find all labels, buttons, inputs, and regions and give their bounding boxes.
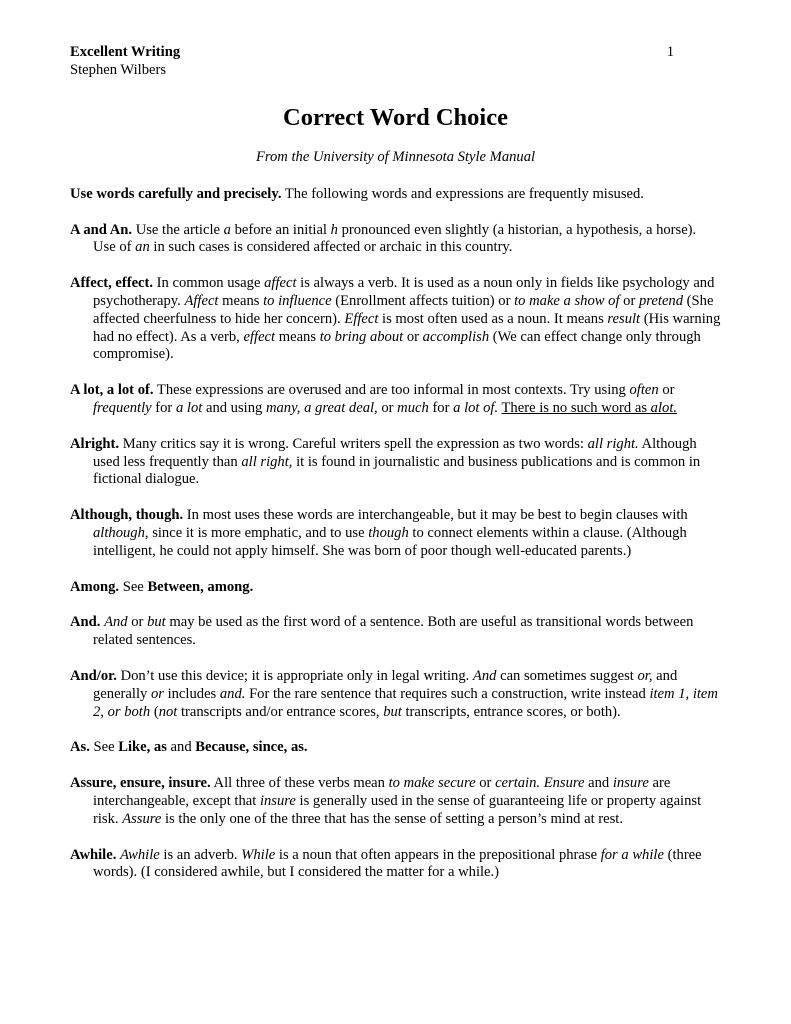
entry-term: Among. [70,578,120,595]
entry-text: means [218,292,264,309]
entry-text: includes [163,685,220,702]
entry-although-though [70,507,721,560]
entry-a-and-an [70,222,721,258]
entry-text: before an initial [230,221,331,238]
entry-and [70,614,721,650]
entry-term: Alright. [70,435,120,452]
entry-text: for [428,399,454,416]
entry-term: And. [70,614,101,631]
page-number: 1 [666,44,674,60]
entry-text: but [147,614,166,631]
entry-term: Because, since, as. [195,739,308,756]
entry-text: or, [637,667,653,684]
entry-text: certain. Ensure [495,775,585,792]
entry-text: Awhile [120,846,160,863]
entry-text: Effect [344,310,379,327]
entry-text: is an adverb. [159,846,242,863]
entry-text: and using [202,399,266,416]
entry-text: pronounced even slightly (a historian, a hypothesis, a horse). Use of [93,221,697,256]
entry-among [70,579,721,597]
entry-text: is generally used in the sense of guaranteeing life or property against risk. [93,792,702,827]
entry-text: may be used as the first word of a sentence. Both are useful as transitional words between related sentences. [93,614,694,649]
entry-text: insure [259,792,296,809]
entry-text: and [584,775,613,792]
entry-text: ( [150,703,159,720]
entry-term: And/or. [70,667,117,684]
entry-term: As. [70,739,90,756]
entry-text: transcripts and/or entrance scores, [177,703,384,720]
intro-text: The following words and expressions are frequently misused. [281,185,644,202]
entry-text: pretend [638,292,684,309]
entry-text: is most often used as a noun. It means [378,310,608,327]
entry-text: (His warning had no effect). As a verb, [93,310,721,345]
entry-text: for a while [600,846,664,863]
entry-text: alot. [650,399,678,416]
entry-text: are interchangeable, except that [93,775,671,809]
entry-text: though [368,524,409,541]
header-author: Stephen Wilbers [70,61,167,78]
entry-text: All three of these verbs mean [210,775,389,792]
entry-text: While [241,846,276,863]
entry-text: often [629,382,659,399]
entry-text: but [383,703,402,720]
entry-text: There is no such word as [501,399,651,416]
entry-text: item 1, item 2, or both [93,685,718,720]
entry-text: See [89,739,119,756]
entry-term: Like, as [118,739,167,756]
entry-text: Don’t use this device; it is appropriate only in legal writing. [116,667,473,684]
entry-text: it is found in journalistic and business publications and is common in fictional dialogue. [93,453,701,488]
entry-text: h [330,221,338,238]
entry-text: or [658,382,675,399]
entry-text: is always a verb. It is used as a noun only in fields like psychology and psychotherapy. [93,275,715,309]
document-title: Correct Word Choice [283,104,508,131]
entry-term: A and An. [70,221,133,238]
entry-text: a [223,221,231,238]
entry-text: much [397,399,429,416]
entry-text: to influence [263,292,332,309]
entry-text: Many critics say it is wrong. Careful writers spell the expression as two words: [119,435,588,452]
entry-term: Assure, ensure, insure. [70,775,211,792]
entry-text: (We can effect change only through compromise). [93,328,701,363]
entry-text: transcripts, entrance scores, or both). [401,703,621,720]
entry-text: and generally [93,667,678,702]
entry-term: Affect, effect. [70,275,154,292]
entry-text: is a noun that often appears in the prepositional phrase [275,846,601,863]
entry-text: for [151,399,176,416]
entry-text: And [104,614,128,631]
entry-awhile [70,847,721,883]
entry-text: affect [264,275,297,292]
entry-term: Although, though. [70,507,184,524]
running-header [70,44,721,84]
entry-text: means [275,328,320,345]
entry-text: in such cases is considered affected or archaic in this country. [149,239,513,256]
entry-text: to make secure [388,775,476,792]
entry-text: accomplish [422,328,490,345]
entry-text: to bring about [319,328,404,345]
entry-text: frequently [93,399,152,416]
entry-text: since it is more emphatic, and to use [148,524,369,541]
entry-a-lot [70,382,721,418]
entry-text: many, a great deal, [265,399,378,416]
entry-text: all right. [587,435,639,452]
entry-text: Assure [122,810,162,827]
entry-text: In most uses these words are interchangeable, but it may be best to begin clauses with [183,507,688,524]
entry-text: is the only one of the three that has the sense of setting a person’s mind at rest. [161,810,623,827]
entry-text: and. [219,685,246,702]
entry-alright [70,436,721,489]
entry-text: result [607,310,641,327]
entry-term: Awhile. [70,846,117,863]
intro-paragraph [70,186,721,204]
entry-text: In common usage [153,275,265,292]
entry-text: or [403,328,423,345]
entry-list [70,222,721,883]
entry-text: Although used less frequently than [93,435,697,470]
entry-text: (She affected cheerfulness to hide her concern). [93,292,714,327]
entry-text: an [135,239,150,256]
entry-text: to make a show of [514,292,620,309]
entry-text: or [377,399,398,416]
entry-text: although, [93,524,149,541]
entry-text: can sometimes suggest [496,667,638,684]
entry-text: or [475,775,496,792]
entry-text: to connect elements within a clause. (Although intelligent, he could not apply himself. She was born of poor though well-educated parents.) [93,524,687,559]
entry-text: (three words). (I considered awhile, but I considered the matter for a while.) [93,846,702,881]
intro-lead: Use words carefully and precisely. [70,185,282,202]
entry-text: effect [243,328,276,345]
entry-term: A lot, a lot of. [70,382,154,399]
entry-text: Use the article [132,221,224,238]
entry-assure-ensure-insure [70,775,721,828]
entry-text: a lot [175,399,203,416]
entry-text: all right, [241,453,293,470]
entry-text: or [150,685,164,702]
entry-text: For the rare sentence that requires such a construction, write instead [245,685,650,702]
document-subtitle: From the University of Minnesota Style Manual [255,149,536,165]
entry-text: or [127,614,148,631]
entry-text: Affect [184,292,219,309]
entry-term: Between, among. [147,578,254,595]
entry-and-or [70,668,721,721]
entry-affect-effect [70,275,721,364]
header-title: Excellent Writing [70,44,181,60]
entry-as [70,739,721,757]
entry-text: See [119,578,148,595]
entry-text: or [619,292,639,309]
entry-text: These expressions are overused and are too informal in most contexts. Try using [153,382,630,399]
entry-text: insure [612,775,649,792]
entry-text: not [158,703,178,720]
entry-text: and [166,739,196,756]
entry-text: (Enrollment affects tuition) or [331,292,515,309]
entry-text: a lot of. [453,399,499,416]
entry-text: And [472,667,497,684]
